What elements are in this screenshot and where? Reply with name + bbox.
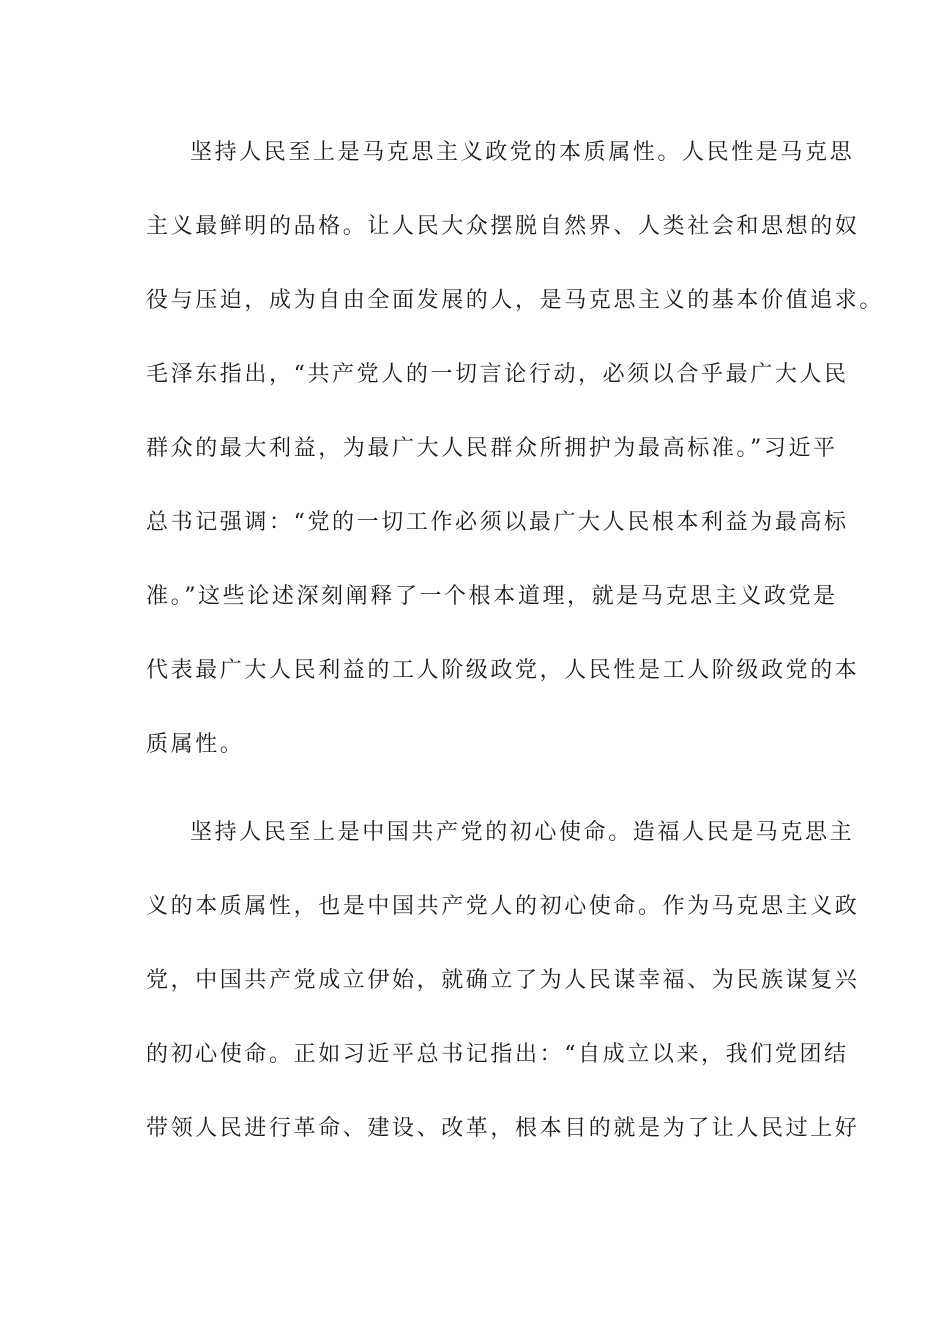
text-line: 代表最广大人民利益的工人阶级政党，人民性是工人阶级政党的本 [146, 658, 860, 683]
text-line: 群众的最大利益，为最广大人民群众所拥护为最高标准。”习近平 [146, 436, 838, 461]
text-line: 役与压迫，成为自由全面发展的人，是马克思主义的基本价值追求。 [146, 288, 885, 313]
text-line: 质属性。 [146, 732, 245, 757]
text-line: 坚持人民至上是中国共产党的初心使命。造福人民是马克思主 [190, 820, 855, 845]
text-line: 的初心使命。正如习近平总书记指出：“自成立以来，我们党团结 [146, 1042, 849, 1067]
text-line: 带领人民进行革命、建设、改革，根本目的就是为了让人民过上好 [146, 1116, 860, 1141]
text-line: 毛泽东指出，“共产党人的一切言论行动，必须以合乎最广大人民 [146, 362, 849, 387]
text-line: 党，中国共产党成立伊始，就确立了为人民谋幸福、为民族谋复兴 [146, 968, 860, 993]
text-line: 义的本质属性，也是中国共产党人的初心使命。作为马克思主义政 [146, 894, 860, 919]
text-line: 坚持人民至上是马克思主义政党的本质属性。人民性是马克思 [190, 140, 855, 165]
text-line: 主义最鲜明的品格。让人民大众摆脱自然界、人类社会和思想的奴 [146, 214, 860, 239]
text-line: 准。”这些论述深刻阐释了一个根本道理，就是马克思主义政党是 [146, 584, 838, 609]
text-line: 总书记强调：“党的一切工作必须以最广大人民根本利益为最高标 [146, 510, 849, 535]
